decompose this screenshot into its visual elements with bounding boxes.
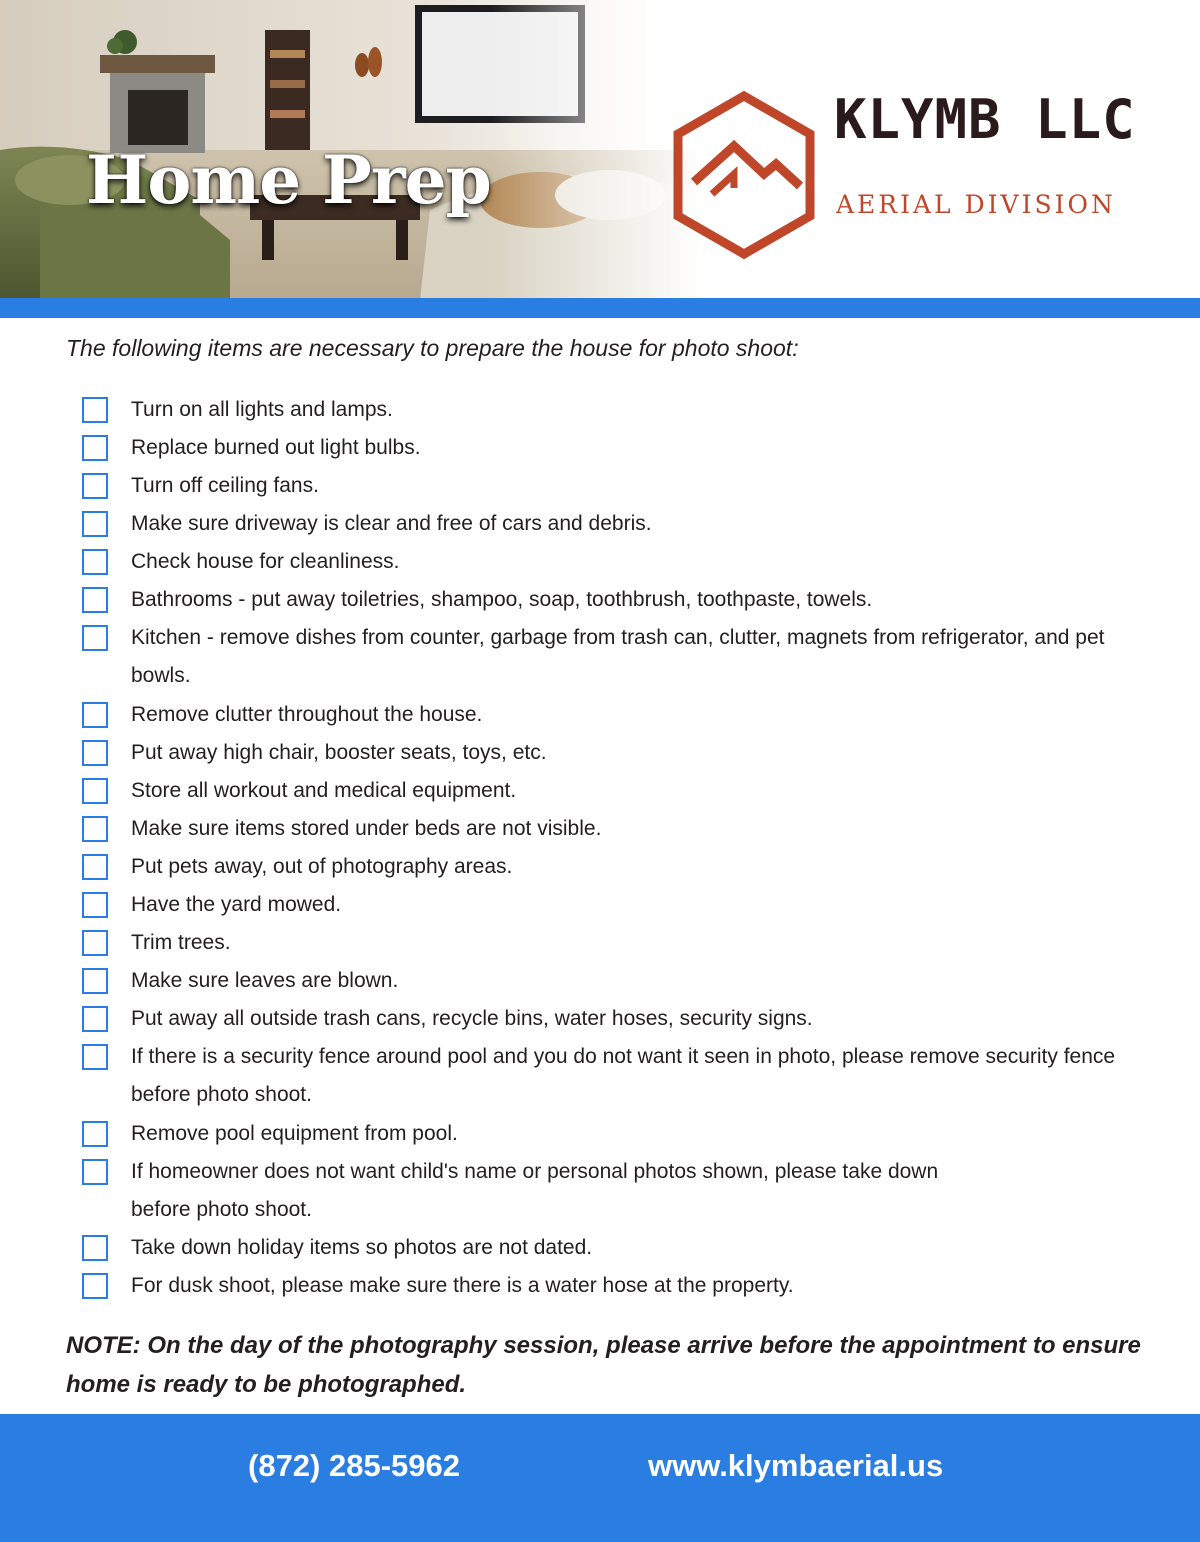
note-text: NOTE: On the day of the photography session, please arrive before the appointment to ensure home is ready to be photographed. bbox=[66, 1332, 1141, 1398]
checkbox[interactable] bbox=[82, 1273, 108, 1299]
checkbox[interactable] bbox=[82, 625, 108, 651]
brand-subtitle: AERIAL DIVISION bbox=[836, 190, 1116, 219]
checklist-item-label: Trim trees. bbox=[131, 931, 231, 954]
checklist-item-label: If there is a security fence around pool and you do not want it seen in photo, please remove security fence before photo shoot. bbox=[131, 1045, 1116, 1106]
checklist-item-label: For dusk shoot, please make sure there is a water hose at the property. bbox=[131, 1274, 794, 1297]
checklist-item-label: Make sure items stored under beds are not visible. bbox=[131, 817, 602, 840]
checkbox[interactable] bbox=[82, 1121, 108, 1147]
checklist-item-label: Put pets away, out of photography areas. bbox=[131, 855, 513, 878]
brand-name: KLYMB LLC bbox=[834, 88, 1136, 151]
checkbox[interactable] bbox=[82, 778, 108, 804]
checklist-item-label: Take down holiday items so photos are not dated. bbox=[131, 1236, 593, 1259]
checkbox[interactable] bbox=[82, 854, 108, 880]
website-link[interactable]: www.klymbaerial.us bbox=[648, 1448, 944, 1483]
checklist-item-label: Remove clutter throughout the house. bbox=[131, 703, 483, 726]
checkbox[interactable] bbox=[82, 1159, 108, 1185]
checklist-item-label: Make sure leaves are blown. bbox=[131, 969, 399, 992]
checklist-item-label: Have the yard mowed. bbox=[131, 893, 342, 916]
checklist-item-label: Kitchen - remove dishes from counter, garbage from trash can, clutter, magnets from refrigerator, and pet bowls. bbox=[131, 626, 1105, 687]
checklist-item-label: Bathrooms - put away toiletries, shampoo, soap, toothbrush, toothpaste, towels. bbox=[131, 588, 873, 611]
footer-bar bbox=[0, 1414, 1200, 1542]
checkbox[interactable] bbox=[82, 1044, 108, 1070]
checkbox[interactable] bbox=[82, 892, 108, 918]
intro-text: The following items are necessary to prepare the house for photo shoot: bbox=[66, 335, 799, 361]
checkbox[interactable] bbox=[82, 1235, 108, 1261]
checkbox[interactable] bbox=[82, 435, 108, 461]
checklist-item-label: Replace burned out light bulbs. bbox=[131, 436, 421, 459]
checkbox[interactable] bbox=[82, 587, 108, 613]
checkbox[interactable] bbox=[82, 740, 108, 766]
checklist-item-label: Put away all outside trash cans, recycle bins, water hoses, security signs. bbox=[131, 1007, 813, 1030]
phone-number[interactable]: (872) 285-5962 bbox=[248, 1448, 460, 1483]
checkbox[interactable] bbox=[82, 549, 108, 575]
checklist-item-label: Make sure driveway is clear and free of cars and debris. bbox=[131, 512, 652, 535]
checklist-item-label: Turn on all lights and lamps. bbox=[131, 398, 393, 421]
checkbox[interactable] bbox=[82, 1006, 108, 1032]
checklist-item-label: Put away high chair, booster seats, toys, etc. bbox=[131, 741, 547, 764]
checkbox[interactable] bbox=[82, 511, 108, 537]
checkbox[interactable] bbox=[82, 930, 108, 956]
checkbox[interactable] bbox=[82, 968, 108, 994]
checklist-item-label: Remove pool equipment from pool. bbox=[131, 1122, 458, 1145]
checkbox[interactable] bbox=[82, 397, 108, 423]
checklist-item-label: Turn off ceiling fans. bbox=[131, 474, 319, 497]
checklist-item-label: Check house for cleanliness. bbox=[131, 550, 400, 573]
checkbox[interactable] bbox=[82, 816, 108, 842]
checklist-item-label: If homeowner does not want child's name or personal photos shown, please take down before photo shoot. bbox=[131, 1160, 939, 1221]
checklist-item-label: Store all workout and medical equipment. bbox=[131, 779, 517, 802]
checkbox[interactable] bbox=[82, 473, 108, 499]
page-title: Home Prep bbox=[86, 141, 491, 219]
checkbox[interactable] bbox=[82, 702, 108, 728]
